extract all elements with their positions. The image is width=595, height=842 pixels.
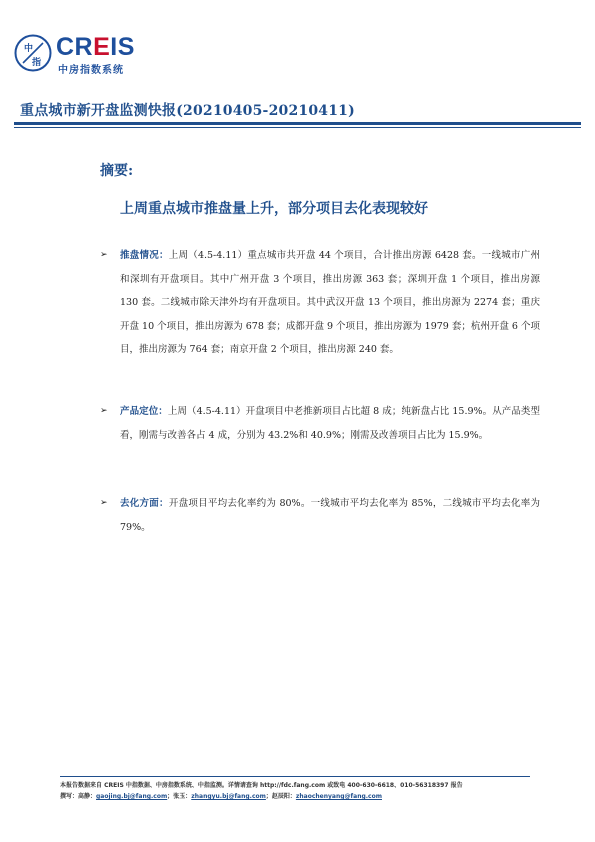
bullet-supply xyxy=(100,244,540,362)
logo-subtitle: 中房指数系统 xyxy=(58,65,124,76)
author-email-link[interactable]: zhaochenyang@fang.com xyxy=(295,793,382,800)
bullet-paragraph xyxy=(120,492,540,539)
bullet-arrow-icon: ➢ xyxy=(100,498,108,508)
footer-divider xyxy=(60,776,530,777)
bullet-paragraph xyxy=(120,244,540,362)
bullet-label: 去化方面： xyxy=(120,498,169,509)
footer-authors-line: 撰写：高静：gaojing.bj@fang.com；张玉：zhangyu.bj@fang.com；赵辰阳：zhaochenyang@fang.com xyxy=(60,793,382,800)
svg-text:中: 中 xyxy=(24,44,34,54)
bullet-sellthrough xyxy=(100,492,540,539)
bullet-paragraph xyxy=(120,400,540,447)
logo-brand-text: CREIS xyxy=(56,33,135,61)
bullet-arrow-icon: ➢ xyxy=(100,406,108,416)
bullet-arrow-icon: ➢ xyxy=(100,250,108,260)
report-title: 重点城市新开盘监测快报(20210405-20210411) xyxy=(20,103,355,119)
bullet-body: 开盘项目平均去化率约为 80%。一线城市平均去化率为 85%，二线城市平均去化率为 79%。 xyxy=(120,498,540,533)
footer-source-line: 本报告数据来自 CREIS 中指数据、中房指数系统、中指监测。详情请查询 http://fdc.fang.com 或致电 400-630-6618、010-56318397 报告 xyxy=(60,782,463,789)
bullet-body: 上周（4.5-4.11）开盘项目中老推新项目占比超 8 成；纯新盘占比 15.9%。从产品类型看，刚需与改善各占 4 成，分别为 43.2%和 40.9%；刚需及改善项目占比为 15.9%。 xyxy=(120,406,540,441)
footer-note xyxy=(60,780,530,802)
bullet-body: 上周（4.5-4.11）重点城市共开盘 44 个项目，合计推出房源 6428 套。一线城市广州和深圳有开盘项目。其中广州开盘 3 个项目，推出房源 363 套；深圳开盘 1 个项目，推出房源 130 套。二线城市除天津外均有开盘项目。其中武汉开盘 13 个项目，推出房源为 2274 套；重庆开盘 10 个项目，推出房源为 678 套；成都开盘 9 个项目，推出房源为 1979 套；杭州开盘 6 个项目，推出房源为 764 套；南京开盘 2 个项目，推出房源 240 套。 xyxy=(120,250,540,356)
abstract-heading: 摘要: xyxy=(100,163,134,179)
author-email-link[interactable]: gaojing.bj@fang.com xyxy=(96,793,168,800)
author-email-link[interactable]: zhangyu.bj@fang.com xyxy=(191,793,266,800)
title-divider xyxy=(14,122,581,125)
title-divider-thin xyxy=(14,127,581,128)
creis-logo xyxy=(14,34,154,74)
bullet-label: 推盘情况： xyxy=(120,250,169,261)
svg-text:指: 指 xyxy=(32,58,42,68)
bullet-product xyxy=(100,400,540,447)
abstract-headline: 上周重点城市推盘量上升，部分项目去化表现较好 xyxy=(120,201,428,217)
bullet-label: 产品定位： xyxy=(120,406,168,417)
creis-seal-icon xyxy=(14,34,52,72)
